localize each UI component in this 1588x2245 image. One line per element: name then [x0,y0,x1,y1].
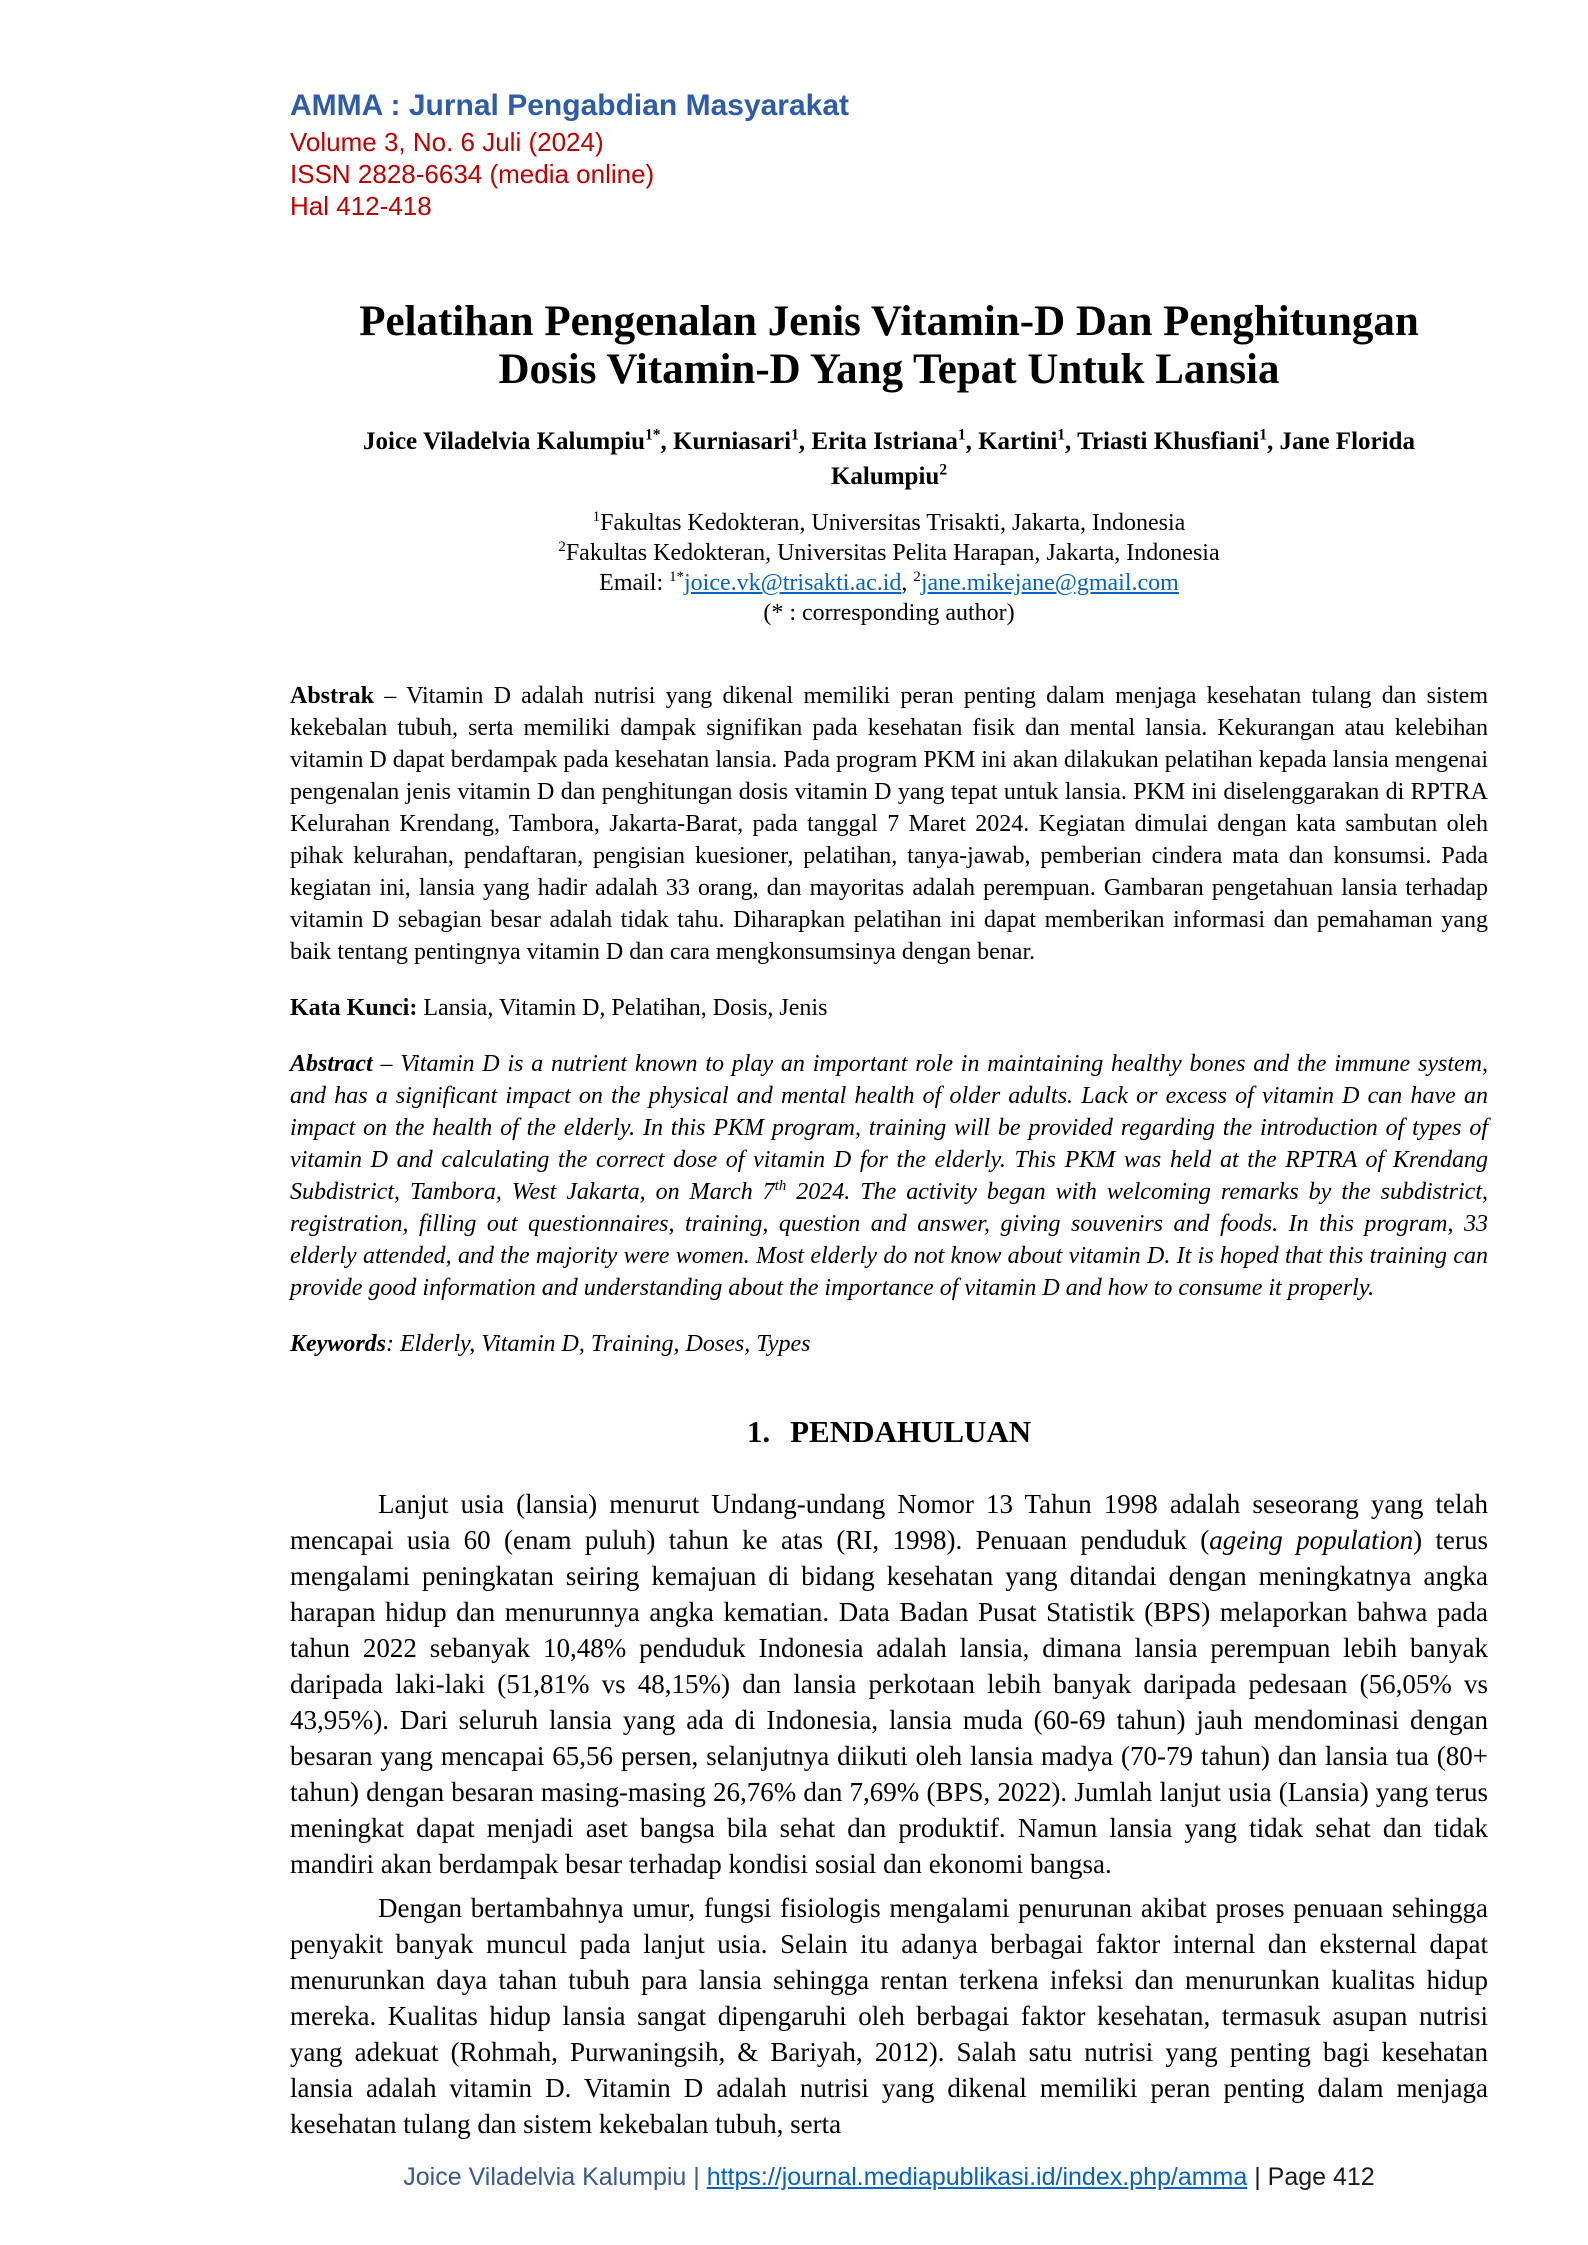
section-title: PENDAHULUAN [790,1414,1032,1449]
abstract-english [290,1048,1488,1304]
author-list: Joice Viladelvia Kalumpiu$^{1*}$, Kurniasari$^1$, Erita Istriana$^1$, Kartini$^1$, Triasti Khusfiani$^1$, Jane Florida Kalumpiu$^2$ [363,426,1415,490]
section-heading-pendahuluan [290,1414,1488,1450]
footer-journal-link[interactable]: https://journal.mediapublikasi.id/index.php/amma [706,2163,1248,2191]
article-body [290,298,1488,2142]
abstract-indonesian [290,680,1488,968]
page-footer: Joice Viladelvia Kalumpiu | https://journal.mediapublikasi.id/index.php/amma | Page 412 [403,2163,1375,2191]
keywords-en-text: : Elderly, Vitamin D, Training, Doses, Types [386,1331,811,1357]
journal-page-range: Hal 412-418 [290,191,432,221]
email-line: Email: $^{1*}$joice.vk@trisakti.ac.id, $^2$jane.mikejane@gmail.com [599,569,1179,596]
journal-header [290,86,1488,222]
email-link-1[interactable]: joice.vk@trisakti.ac.id [684,570,902,596]
affiliations-block [290,508,1488,628]
abstract-en-label: Abstract [290,1051,373,1077]
email-link-2[interactable]: jane.mikejane@gmail.com [920,570,1179,596]
keywords-english [290,1328,1488,1360]
keywords-en-label: Keywords [290,1331,386,1357]
section-number: 1. [746,1414,771,1449]
keywords-indonesian [290,992,1488,1024]
abstract-id-label: Abstrak [290,683,375,709]
affiliation-2: $^2$Fakultas Kedokteran, Universitas Pelita Harapan, Jakarta, Indonesia [558,539,1220,566]
intro-paragraph-2: Dengan bertambahnya umur, fungsi fisiologis mengalami penurunan akibat proses penuaan sehingga penyakit banyak muncul pada lanjut usia. Selain itu adanya berbagai faktor internal dan eksternal dapat menurunkan daya tahan tubuh para lansia sehingga rentan terkena infeksi dan menurunkan kualitas hidup mereka. Kualitas hidup lansia sangat dipengaruhi oleh berbagai faktor kesehatan, termasuk asupan nutrisi yang adekuat (Rohmah, Purwaningsih, & Bariyah, 2012). Salah satu nutrisi yang penting bagi kesehatan lansia adalah vitamin D. Vitamin D adalah nutrisi yang dikenal memiliki peran penting dalam menjaga kesehatan tulang dan sistem kekebalan tubuh, serta [290,1893,1488,2139]
corresponding-author-note: (* : corresponding author) [763,600,1015,626]
keywords-id-text: Lansia, Vitamin D, Pelatihan, Dosis, Jenis [417,995,828,1021]
journal-name: AMMA : Jurnal Pengabdian Masyarakat [290,89,850,122]
keywords-id-label: Kata Kunci: [290,995,418,1021]
journal-issn: ISSN 2828-6634 (media online) [290,159,655,189]
article-title: Pelatihan Pengenalan Jenis Vitamin-D Dan Penghitungan Dosis Vitamin-D Yang Tepat Untuk Lansia [359,298,1419,393]
journal-volume: Volume 3, No. 6 Juli (2024) [290,127,604,157]
intro-paragraph-1: Lanjut usia (lansia) menurut Undang-undang Nomor 13 Tahun 1998 adalah seseorang yang telah mencapai usia 60 (enam puluh) tahun ke atas (RI, 1998). Penuaan penduduk (ageing population) terus mengalami peningkatan seiring kemajuan di bidang kesehatan yang ditandai dengan meningkatnya angka harapan hidup dan menurunnya angka kematian. Data Badan Pusat Statistik (BPS) melaporkan bahwa pada tahun 2022 sebanyak 10,48% penduduk Indonesia adalah lansia, dimana lansia perempuan lebih banyak daripada laki-laki (51,81% vs 48,15%) dan lansia perkotaan lebih banyak daripada pedesaan (56,05% vs 43,95%). Dari seluruh lansia yang ada di Indonesia, lansia muda (60-69 tahun) jauh mendominasi dengan besaran yang mencapai 65,56 persen, selanjutnya diikuti oleh lansia madya (70-79 tahun) dan lansia tua (80+ tahun) dengan besaran masing-masing 26,76% dan 7,69% (BPS, 2022). Jumlah lanjut usia (Lansia) yang terus meningkat dapat menjadi aset bangsa bila sehat dan produktif. Namun lansia yang tidak sehat dan tidak mandiri akan berdampak besar terhadap kondisi sosial dan ekonomi bangsa. [290,1489,1488,1879]
affiliation-1: $^1$Fakultas Kedokteran, Universitas Trisakti, Jakarta, Indonesia [592,509,1186,536]
abstract-en-text: – Vitamin D is a nutrient known to play an important role in maintaining healthy bones and the immune system, and has a significant impact on the physical and mental health of older adults. Lack or excess of vitamin D can have an impact on the health of the elderly. In this PKM program, training will be provided regarding the introduction of types of vitamin D and calculating the correct dose of vitamin D for the elderly. This PKM was held at the RPTRA of Krendang Subdistrict, Tambora, West Jakarta, on March 7th 2024. The activity began with welcoming remarks by the subdistrict, registration, filling out questionnaires, training, question and answer, giving souvenirs and foods. In this program, 33 elderly attended, and the majority were women. Most elderly do not know about vitamin D. It is hoped that this training can provide good information and understanding about the importance of vitamin D and how to consume it properly. [290,1051,1488,1301]
abstract-id-text: – Vitamin D adalah nutrisi yang dikenal memiliki peran penting dalam menjaga kesehatan tulang dan sistem kekebalan tubuh, serta memiliki dampak signifikan pada kesehatan fisik dan mental lansia. Kekurangan atau kelebihan vitamin D dapat berdampak pada kesehatan lansia. Pada program PKM ini akan dilakukan pelatihan kepada lansia mengenai pengenalan jenis vitamin D dan penghitungan dosis vitamin D yang tepat untuk lansia. PKM ini diselenggarakan di RPTRA Kelurahan Krendang, Tambora, Jakarta-Barat, pada tanggal 7 Maret 2024. Kegiatan dimulai dengan kata sambutan oleh pihak kelurahan, pendaftaran, pengisian kuesioner, pelatihan, tanya-jawab, pemberian cindera mata dan konsumsi. Pada kegiatan ini, lansia yang hadir adalah 33 orang, dan mayoritas adalah perempuan. Gambaran pengetahuan lansia terhadap vitamin D sebagian besar adalah tidak tahu. Diharapkan pelatihan ini dapat memberikan informasi dan pemahaman yang baik tentang pentingnya vitamin D dan cara mengkonsumsinya dengan benar. [290,683,1488,965]
